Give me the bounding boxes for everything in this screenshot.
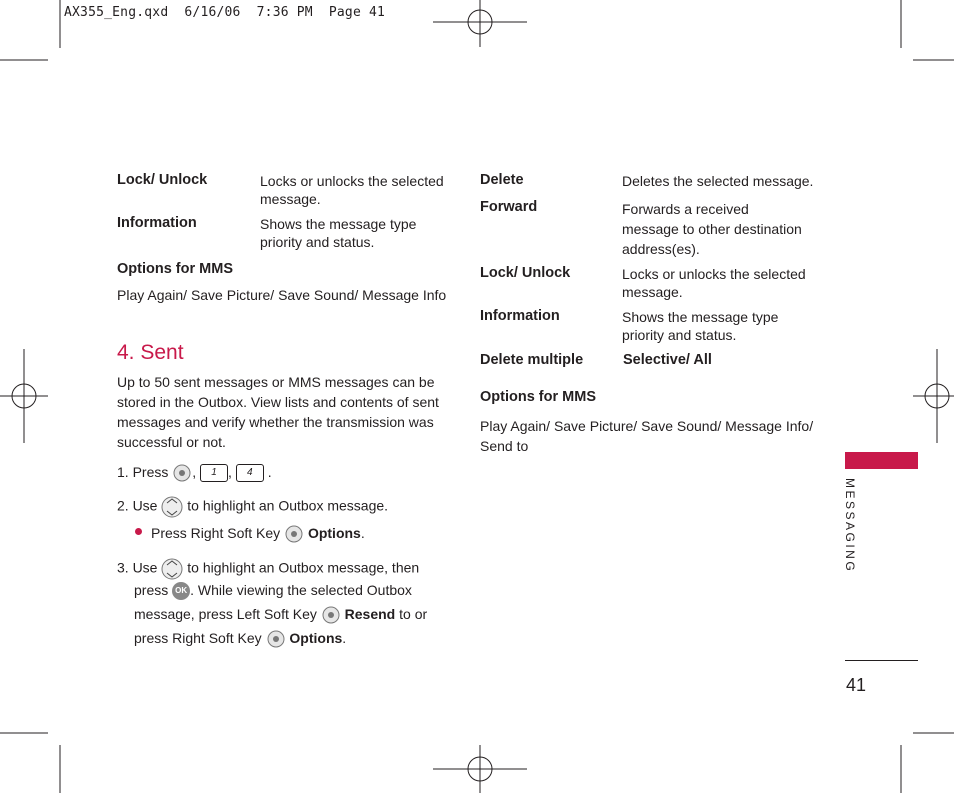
desc-information: Shows the message type priority and status. — [260, 216, 417, 250]
term-delete-multiple: Delete multiple — [480, 352, 584, 368]
left-soft-key-icon — [321, 605, 341, 625]
step-3-text-e: message, press Left Soft Key — [134, 606, 317, 622]
section-tab-bar — [845, 452, 918, 469]
options-for-mms-title-right: Options for MMS — [480, 389, 596, 405]
bullet-item — [151, 523, 365, 544]
desc-delete-multiple: Selective/ All — [623, 352, 712, 368]
step-3-resend: Resend — [344, 606, 396, 622]
desc-forward: Forwards a received message to other destination address(es). — [622, 201, 802, 257]
step-3-text-d: . While viewing the selected Outbox — [190, 582, 412, 598]
section-intro: Up to 50 sent messages or MMS messages can be stored in the Outbox. View lists and contents of sent messages and verify whether the transmission was successful or not. — [117, 374, 439, 450]
bullet-period: . — [360, 525, 365, 541]
key-4-icon — [236, 464, 264, 482]
key-1-label: 1 — [211, 467, 217, 479]
desc-lock-unlock: Locks or unlocks the selected message. — [260, 173, 444, 207]
term-delete: Delete — [480, 172, 524, 188]
step-2 — [117, 494, 388, 520]
menu-key-icon — [172, 463, 192, 483]
ok-key-label: OK — [175, 586, 188, 596]
step-2-text: 2. Use — [117, 497, 158, 514]
desc-information-right: Shows the message type priority and status. — [622, 309, 779, 343]
section-title: 4. Sent — [117, 341, 184, 364]
bullet-dot — [135, 528, 142, 535]
right-soft-key-icon — [284, 524, 304, 544]
step-1-comma-2: , — [228, 464, 232, 480]
ok-key-icon — [172, 582, 190, 600]
term-lock-unlock-right: Lock/ Unlock — [480, 265, 571, 281]
options-for-mms-text: Play Again/ Save Picture/ Save Sound/ Message Info — [117, 287, 447, 303]
desc-delete: Deletes the selected message. — [622, 173, 814, 189]
step-3-line-4 — [134, 628, 346, 649]
section-tab-label: MESSAGING — [843, 478, 857, 574]
step-3-text: 3. Use — [117, 559, 158, 576]
term-lock-unlock: Lock/ Unlock — [117, 172, 208, 188]
navigation-key-icon-2 — [161, 556, 183, 582]
step-1-comma: , — [192, 464, 197, 480]
key-4-label: 4 — [247, 467, 253, 479]
file-slug: AX355_Eng.qxd 6/16/06 7:36 PM Page 41 — [64, 5, 386, 20]
step-3-line-2 — [134, 580, 412, 600]
step-3-text-b: to highlight an Outbox message, then — [187, 559, 420, 576]
desc-lock-unlock-right: Locks or unlocks the selected message. — [622, 266, 806, 300]
step-3-options: Options — [289, 630, 343, 646]
bullet-text: Press Right Soft Key — [151, 525, 281, 541]
step-3-period: . — [342, 630, 347, 646]
step-2-text-b: to highlight an Outbox message. — [187, 497, 389, 514]
step-1-period: . — [267, 464, 272, 480]
term-forward: Forward — [480, 199, 538, 215]
step-1 — [117, 462, 272, 483]
options-for-mms-text-right: Play Again/ Save Picture/ Save Sound/ Message Info/ Send to — [480, 418, 814, 454]
bullet-options: Options — [307, 525, 361, 541]
step-3-line-3 — [134, 604, 427, 625]
step-3-text-g: to or — [399, 606, 428, 622]
step-3-text-c: press — [134, 582, 169, 598]
page-number: 41 — [846, 675, 867, 695]
term-information-right: Information — [480, 308, 560, 324]
step-3-line-1 — [117, 556, 419, 582]
key-1-icon — [200, 464, 228, 482]
navigation-key-icon — [161, 494, 183, 520]
step-1-text: 1. Press — [117, 464, 169, 480]
term-information: Information — [117, 215, 197, 231]
right-soft-key-icon-2 — [266, 629, 286, 649]
step-3-text-h: press Right Soft Key — [134, 630, 262, 646]
options-for-mms-title: Options for MMS — [117, 261, 233, 277]
page-number-rule — [845, 660, 918, 661]
